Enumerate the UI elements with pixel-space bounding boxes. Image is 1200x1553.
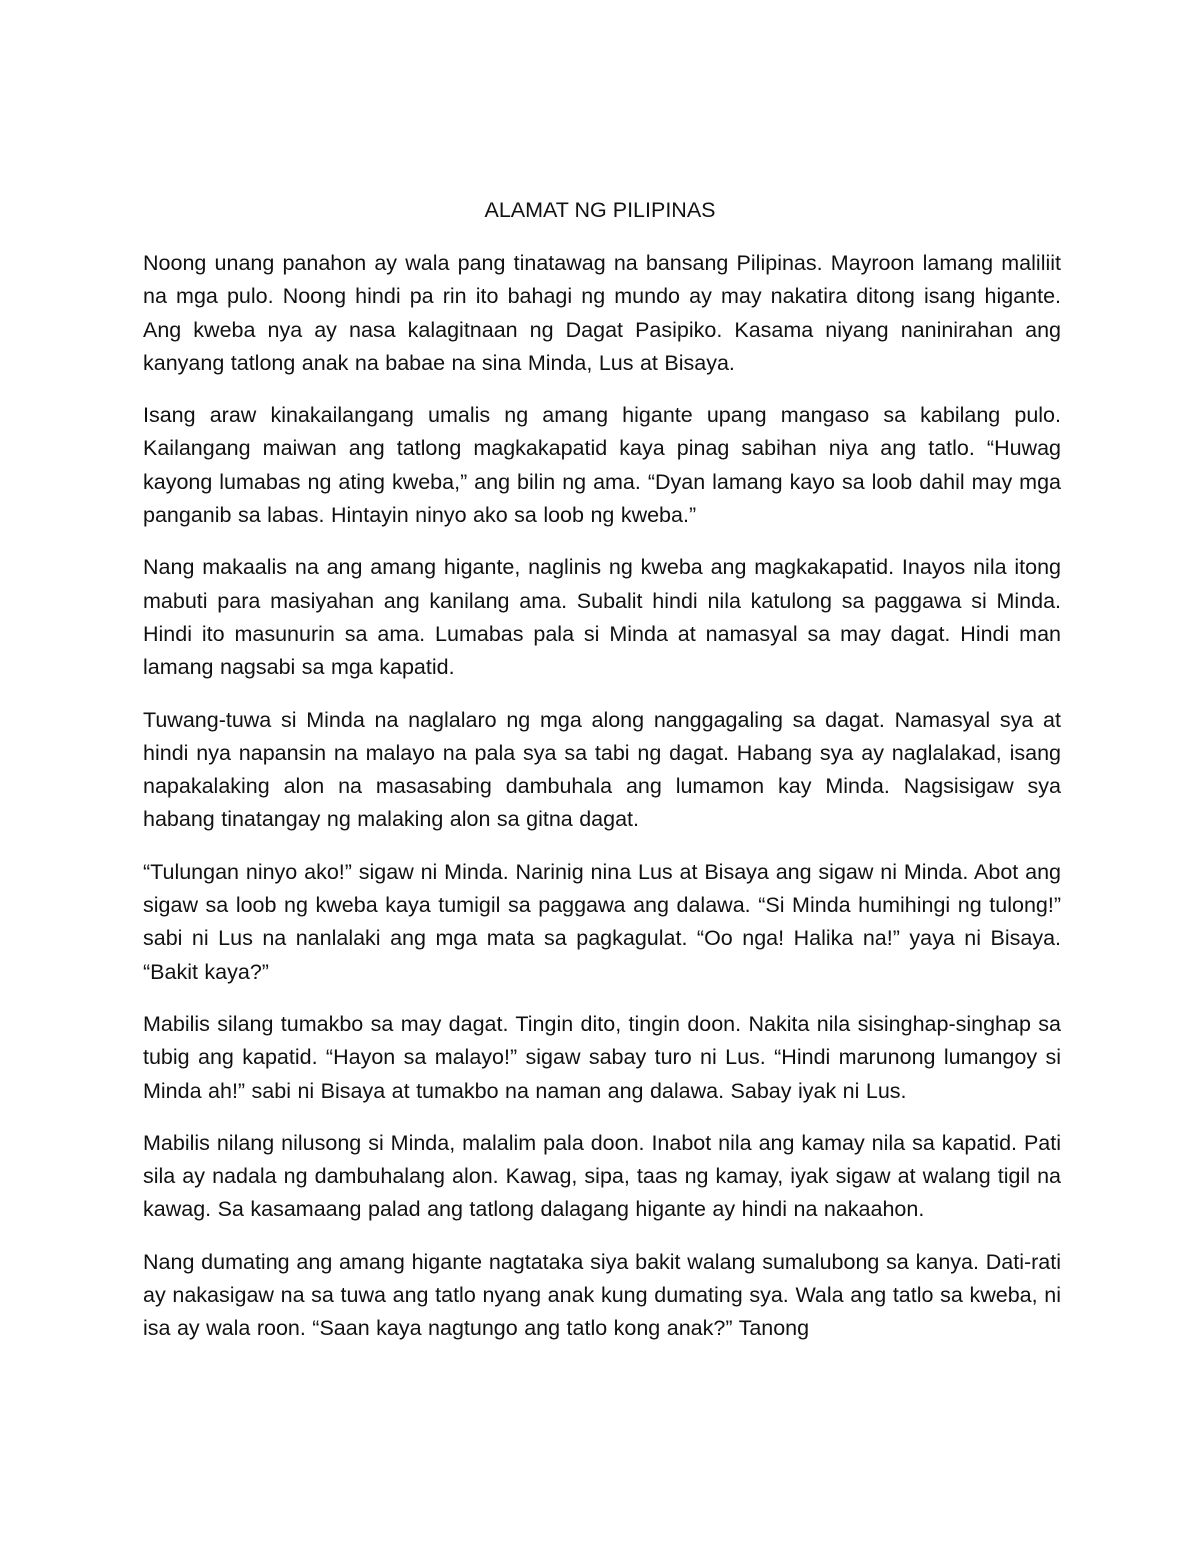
- paragraph-7: Mabilis nilang nilusong si Minda, malalim pala doon. Inabot nila ang kamay nila sa kapatid. Pati sila ay nadala ng dambuhalang alon. Kawag, sipa, taas ng kamay, iyak sigaw at walang tigil na kawag. Sa kasamaang palad ang tatlong dalagang higante ay hindi na nakaahon.: [143, 1130, 1061, 1222]
- paragraph-3: Nang makaalis na ang amang higante, naglinis ng kweba ang magkakapatid. Inayos nila itong mabuti para masiyahan ang kanilang ama. Subalit hindi nila katulong sa paggawa si Minda. Hindi ito masunurin sa ama. Lumabas pala si Minda at namasyal sa may dagat. Hindi man lamang nagsabi sa mga kapatid.: [143, 555, 1061, 680]
- document-body: [143, 247, 1061, 1365]
- document-title: ALAMAT NG PILIPINAS: [484, 198, 716, 222]
- paragraph-6: Mabilis silang tumakbo sa may dagat. Tingin dito, tingin doon. Nakita nila sisinghap-singhap sa tubig ang kapatid. “Hayon sa malayo!” sigaw sabay turo ni Lus. “Hindi marunong lumangoy si Minda ah!” sabi ni Bisaya at tumakbo na naman ang dalawa. Sabay iyak ni Lus.: [143, 1011, 1061, 1103]
- paragraph-4: Tuwang-tuwa si Minda na naglalaro ng mga along nanggagaling sa dagat. Namasyal sya at hindi nya napansin na malayo na pala sya sa tabi ng dagat. Habang sya ay naglalakad, isang napakalaking alon na masasabing dambuhala ang lumamon kay Minda. Nagsisigaw sya habang tinatangay ng malaking alon sa gitna dagat.: [143, 707, 1061, 832]
- paragraph-1: Noong unang panahon ay wala pang tinatawag na bansang Pilipinas. Mayroon lamang maliliit na mga pulo. Noong hindi pa rin ito bahagi ng mundo ay may nakatira ditong isang higante. Ang kweba nya ay nasa kalagitnaan ng Dagat Pasipiko. Kasama niyang naninirahan ang kanyang tatlong anak na babae na sina Minda, Lus at Bisaya.: [143, 251, 1061, 375]
- paragraph-5: “Tulungan ninyo ako!” sigaw ni Minda. Narinig nina Lus at Bisaya ang sigaw ni Minda. Abot ang sigaw sa loob ng kweba kaya tumigil sa paggawa ang dalawa. “Si Minda humihingi ng tulong!” sabi ni Lus na nanlalaki ang mga mata sa pagkagulat. “Oo nga! Halika na!” yaya ni Bisaya. “Bakit kaya?”: [143, 859, 1061, 984]
- paragraph-8: Nang dumating ang amang higante nagtataka siya bakit walang sumalubong sa kanya. Dati-rati ay nakasigaw na sa tuwa ang tatlo nyang anak kung dumating sya. Wala ang tatlo sa kweba, ni isa ay wala roon. “Saan kaya nagtungo ang tatlo kong anak?” Tanong: [143, 1249, 1061, 1341]
- paragraph-2: Isang araw kinakailangang umalis ng amang higante upang mangaso sa kabilang pulo. Kailangang maiwan ang tatlong magkakapatid kaya pinag sabihan niya ang tatlo. “Huwag kayong lumabas ng ating kweba,” ang bilin ng ama. “Dyan lamang kayo sa loob dahil may mga panganib sa labas. Hintayin ninyo ako sa loob ng kweba.”: [143, 403, 1061, 528]
